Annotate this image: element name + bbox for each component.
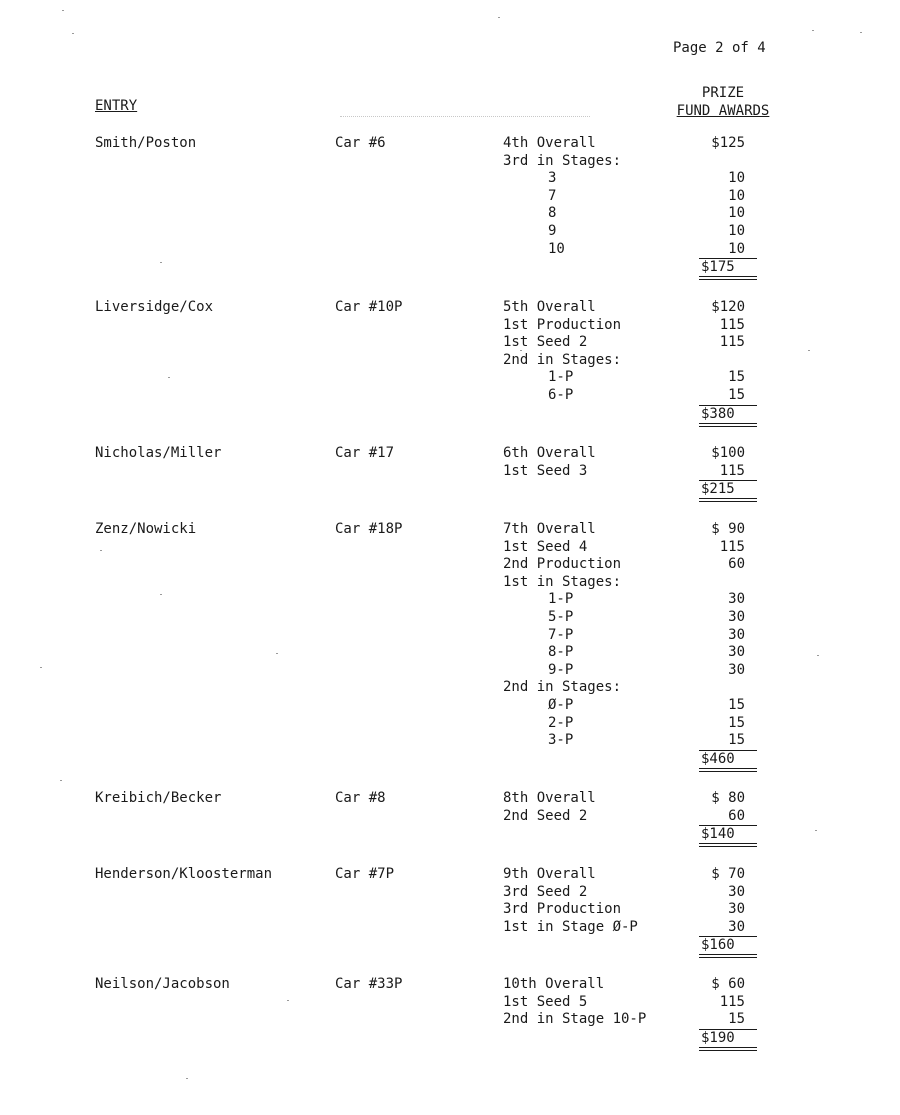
entry-car: Car #17 (335, 445, 395, 461)
award-label: 7th Overall (503, 521, 596, 537)
award-label: 6th Overall (503, 445, 596, 461)
award-row (503, 790, 763, 808)
award-label: 9 (548, 222, 557, 239)
entry-car: Car #7P (335, 866, 395, 882)
header-rule (340, 116, 590, 117)
award-amount: 15 (728, 732, 745, 749)
award-total-row (503, 1029, 763, 1049)
award-label: 6-P (548, 386, 574, 403)
entry-column-header: ENTRY (95, 98, 138, 114)
award-label: 1st in Stages: (503, 573, 622, 590)
award-row (503, 866, 763, 884)
scan-speck (62, 10, 64, 11)
award-total: $160 (699, 936, 757, 954)
award-label: 2nd Seed 2 (503, 807, 588, 824)
award-amount: $ 90 (711, 521, 745, 537)
award-row (503, 153, 763, 171)
award-amount: 10 (728, 187, 745, 204)
entry-car: Car #18P (335, 521, 403, 537)
award-row (503, 188, 763, 206)
award-total: $380 (699, 405, 757, 423)
award-label: 8 (548, 205, 557, 222)
award-amount: 10 (728, 170, 745, 187)
scan-speck (287, 1000, 289, 1001)
scan-speck (520, 350, 522, 351)
award-total: $175 (699, 258, 757, 276)
total-double-rule (699, 276, 757, 280)
award-list (503, 521, 763, 770)
award-row (503, 901, 763, 919)
award-total-row (503, 405, 763, 425)
award-total: $215 (699, 480, 757, 498)
award-amount: 30 (728, 883, 745, 900)
award-row (503, 445, 763, 463)
entry-car: Car #10P (335, 299, 403, 315)
award-amount: 30 (728, 608, 745, 625)
entry-team: Nicholas/Miller (95, 445, 222, 461)
award-label: 1st Seed 4 (503, 538, 588, 555)
scan-speck (160, 262, 162, 263)
award-amount: 30 (728, 918, 745, 935)
award-row (503, 205, 763, 223)
award-row (503, 574, 763, 592)
prize-column-header (673, 84, 773, 120)
scan-speck (276, 653, 278, 654)
award-label: 3 (548, 170, 557, 187)
award-label: 8-P (548, 644, 574, 661)
award-list (503, 866, 763, 956)
award-list (503, 976, 763, 1049)
award-total-row (503, 936, 763, 956)
award-total-row (503, 825, 763, 845)
award-total: $140 (699, 825, 757, 843)
award-label: 5th Overall (503, 299, 596, 315)
award-amount: $ 60 (711, 976, 745, 992)
award-row (503, 662, 763, 680)
award-row (503, 299, 763, 317)
award-amount: 30 (728, 626, 745, 643)
scan-speck (498, 17, 500, 18)
prize-header-line2: FUND AWARDS (676, 103, 770, 119)
award-label: 4th Overall (503, 135, 596, 151)
award-amount: 15 (728, 386, 745, 403)
award-label: 2nd in Stages: (503, 679, 622, 696)
award-row (503, 241, 763, 259)
award-row (503, 732, 763, 750)
award-amount: 15 (728, 369, 745, 386)
award-label: 3rd Seed 2 (503, 883, 588, 900)
scan-speck (812, 30, 814, 31)
award-row (503, 539, 763, 557)
award-label: 7 (548, 187, 557, 204)
award-label: 9th Overall (503, 866, 596, 882)
scan-speck (860, 32, 862, 33)
page-number: Page 2 of 4 (673, 40, 766, 56)
award-total-row (503, 750, 763, 770)
award-amount: $ 70 (711, 866, 745, 882)
scan-speck (160, 594, 162, 595)
award-amount: 10 (728, 222, 745, 239)
award-label: 10 (548, 240, 565, 257)
award-row (503, 556, 763, 574)
total-double-rule (699, 954, 757, 958)
total-double-rule (699, 768, 757, 772)
award-label: 1st Seed 3 (503, 462, 588, 479)
award-label: 2-P (548, 714, 574, 731)
award-row (503, 679, 763, 697)
award-amount: $ 80 (711, 790, 745, 806)
entry-team: Kreibich/Becker (95, 790, 222, 806)
award-label: 2nd in Stages: (503, 351, 622, 368)
award-row (503, 591, 763, 609)
award-label: 2nd Production (503, 556, 622, 573)
award-row (503, 223, 763, 241)
award-row (503, 994, 763, 1012)
award-amount: $125 (711, 135, 745, 151)
entry-team: Henderson/Kloosterman (95, 866, 273, 882)
award-list (503, 445, 763, 500)
award-row (503, 352, 763, 370)
award-row (503, 808, 763, 826)
award-list (503, 299, 763, 425)
award-label: 7-P (548, 626, 574, 643)
award-label: 9-P (548, 661, 574, 678)
award-row (503, 609, 763, 627)
award-label: 1-P (548, 369, 574, 386)
award-total: $190 (699, 1029, 757, 1047)
scan-speck (40, 667, 42, 668)
scan-speck (815, 830, 817, 831)
award-row (503, 317, 763, 335)
award-label: 1st Production (503, 316, 622, 333)
award-amount: 115 (719, 316, 745, 333)
award-label: 1st Seed 2 (503, 334, 588, 351)
scan-speck (808, 350, 810, 351)
prize-header-line1: PRIZE (701, 85, 745, 101)
award-row (503, 919, 763, 937)
award-amount: 115 (719, 538, 745, 555)
award-row (503, 697, 763, 715)
award-label: 3-P (548, 732, 574, 749)
scan-speck (168, 377, 170, 378)
total-double-rule (699, 423, 757, 427)
award-row (503, 334, 763, 352)
award-amount: 15 (728, 714, 745, 731)
entry-car: Car #8 (335, 790, 386, 806)
award-row (503, 715, 763, 733)
award-amount: 15 (728, 1011, 745, 1028)
award-label: Ø-P (548, 696, 574, 713)
award-row (503, 135, 763, 153)
entry-team: Smith/Poston (95, 135, 197, 151)
scan-speck (72, 33, 74, 34)
award-amount: 30 (728, 644, 745, 661)
award-amount: 60 (728, 807, 745, 824)
award-row (503, 521, 763, 539)
scan-speck (100, 550, 102, 551)
award-amount: 10 (728, 240, 745, 257)
award-amount: 115 (719, 462, 745, 479)
award-label: 3rd in Stages: (503, 152, 622, 169)
award-amount: $120 (711, 299, 745, 315)
award-total: $460 (699, 750, 757, 768)
total-double-rule (699, 1047, 757, 1051)
award-row (503, 627, 763, 645)
total-double-rule (699, 843, 757, 847)
award-label: 8th Overall (503, 790, 596, 806)
award-row (503, 644, 763, 662)
award-amount: 10 (728, 205, 745, 222)
award-amount: 115 (719, 993, 745, 1010)
award-label: 1-P (548, 591, 574, 608)
award-row (503, 170, 763, 188)
award-row (503, 387, 763, 405)
award-row (503, 369, 763, 387)
award-row (503, 1011, 763, 1029)
entry-car: Car #33P (335, 976, 403, 992)
entry-team: Neilson/Jacobson (95, 976, 230, 992)
award-amount: 30 (728, 661, 745, 678)
entry-car: Car #6 (335, 135, 386, 151)
entry-team: Zenz/Nowicki (95, 521, 197, 537)
award-label: 1st Seed 5 (503, 993, 588, 1010)
award-total-row (503, 258, 763, 278)
award-label: 10th Overall (503, 976, 605, 992)
award-amount: $100 (711, 445, 745, 461)
award-amount: 30 (728, 591, 745, 608)
award-row (503, 463, 763, 481)
scan-speck (60, 780, 62, 781)
award-list (503, 790, 763, 845)
scan-speck (817, 655, 819, 656)
award-amount: 60 (728, 556, 745, 573)
total-double-rule (699, 498, 757, 502)
award-label: 2nd in Stage 10-P (503, 1011, 647, 1028)
award-row (503, 976, 763, 994)
award-amount: 15 (728, 696, 745, 713)
award-label: 1st in Stage Ø-P (503, 918, 638, 935)
scan-speck (186, 1078, 188, 1079)
award-amount: 115 (719, 334, 745, 351)
award-row (503, 884, 763, 902)
award-label: 5-P (548, 608, 574, 625)
award-total-row (503, 480, 763, 500)
award-amount: 30 (728, 901, 745, 918)
award-label: 3rd Production (503, 901, 622, 918)
award-list (503, 135, 763, 278)
entry-team: Liversidge/Cox (95, 299, 214, 315)
